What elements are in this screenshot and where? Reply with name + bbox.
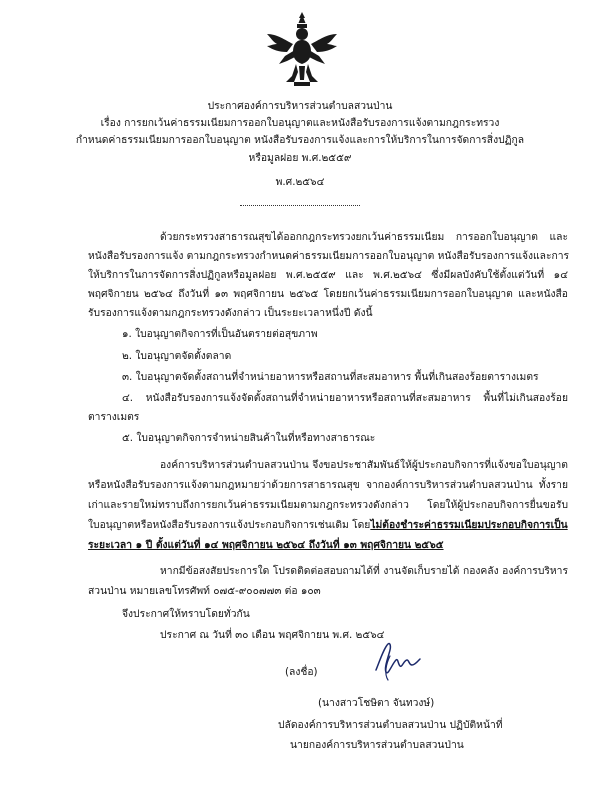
intro-line-1: ด้วยกระทรวงสาธารณสุขได้ออกกฎกระทรวงยกเว้นค่าธรรมเนียม การออกใบอนุญาต และ [160,231,568,243]
signatory-name: (นางสาวโชษิตา จันทวงษ์) [318,697,435,709]
header-subject-line2: กำหนดค่าธรรมเนียมการออกใบอนุญาต หนังสือรับรองการแจ้งและการให้บริการในการจัดการสิ่งปฏิกูล [75,134,525,146]
list-item: ๕. ใบอนุญาตกิจการจำหน่ายสินค้าในที่หรือทางสาธารณะ [122,432,376,444]
para2-line-3: เก่าและรายใหม่ทราบถึงการยกเว้นค่าธรรมเนียมตามกฎกระทรวงดังกล่าว โดยให้ผู้ประกอบกิจการยื่นขอรับ [88,499,568,511]
header-subject: เรื่อง การยกเว้นค่าธรรมเนียมการออกใบอนุญาตและหนังสือรับรองการแจ้งตามกฎกระทรวง [100,117,500,129]
intro-line-5: รับรองการแจ้งตามกฎกระทรวงดังกล่าว เป็นระยะเวลาหนึ่งปี ดังนี้ [88,307,373,319]
list-item: ๓. ใบอนุญาตจัดตั้งสถานที่จำหน่ายอาหารหรือสถานที่สะสมอาหาร พื้นที่เกินสองร้อยตารางเมตร [122,371,539,383]
announcement-date: ประกาศ ณ วันที่ ๓๐ เดือน พฤศจิกายน พ.ศ. ๒๕๖๔ [160,629,385,641]
para2-line-4-text: ใบอนุญาตหรือหนังสือรับรองการแจ้งประกอบกิจการเช่นเดิม โดย [88,519,371,531]
signature-label: (ลงชื่อ) [285,666,318,678]
handwritten-signature-icon [368,636,428,684]
contact-line-2: สวนป่าน หมายเลขโทรศัพท์ ๐๗๕-๙๐๐๗๗๓ ต่อ ๑๐๓ [88,585,321,597]
header-divider [240,205,360,206]
fee-exemption-period: ระยะเวลา ๑ ปี ตั้งแต่วันที่ ๑๔ พฤศจิกายน ๒๕๖๔ ถึงวันที่ ๑๓ พฤศจิกายน ๒๕๖๕ [88,539,444,551]
list-item-continued: ตารางเมตร [88,411,140,423]
list-item: ๒. ใบอนุญาตจัดตั้งตลาด [122,350,232,362]
header-subject-line3: หรือมูลฝอย พ.ศ.๒๕๕๙ [248,152,352,164]
intro-line-4: พฤศจิกายน ๒๕๖๔ ถึงวันที่ ๑๓ พฤศจิกายน ๒๕๖๕ โดยยกเว้นค่าธรรมเนียมการออกใบอนุญาต และหนังสือ [88,288,568,300]
list-item: ๔. หนังสือรับรองการแจ้งจัดตั้งสถานที่จำหน่ายอาหารหรือสถานที่สะสมอาหาร พื้นที่ไม่เกินสองร้อย [122,392,568,404]
fee-exemption-highlight: ไม่ต้องชำระค่าธรรมเนียมประกอบกิจการเป็น [370,519,568,531]
signatory-position: ปลัดองค์การบริหารส่วนตำบลสวนป่าน ปฏิบัติหน้าที่ [278,719,503,731]
signatory-acting-position: นายกองค์การบริหารส่วนตำบลสวนป่าน [290,739,464,751]
header-authority: ประกาศองค์การบริหารส่วนตำบลสวนป่าน [207,100,393,112]
intro-line-2: หนังสือรับรองการแจ้ง ตามกฎกระทรวงกำหนดค่าธรรมเนียมการออกใบอนุญาต หนังสือรับรองการแจ้งและการ [88,250,570,262]
closing-statement: จึงประกาศให้ทราบโดยทั่วกัน [122,608,250,620]
header-year: พ.ศ.๒๕๖๔ [275,176,325,188]
intro-line-3: ให้บริการในการจัดการสิ่งปฏิกูลหรือมูลฝอย พ.ศ.๒๕๕๙ และ พ.ศ.๒๕๖๔ ซึ่งมีผลบังคับใช้ตั้งแต่วันที่ ๑๔ [88,269,568,281]
garuda-emblem-icon [261,10,343,92]
para2-line-1: องค์การบริหารส่วนตำบลสวนป่าน จึงขอประชาสัมพันธ์ให้ผู้ประกอบกิจการที่แจ้งขอใบอนุญาต [160,459,568,471]
para2-line-4 [88,517,568,534]
contact-line-1: หากมีข้อสงสัยประการใด โปรดติดต่อสอบถามได้ที่ งานจัดเก็บรายได้ กองคลัง องค์การบริหาร [160,565,568,577]
para2-line-2: หรือหนังสือรับรองการแจ้งตามกฎหมายว่าด้วยการสาธารณสุข จากองค์การบริหารส่วนตำบลสวนป่าน ทั้งราย [88,479,568,491]
list-item: ๑. ใบอนุญาตกิจการที่เป็นอันตรายต่อสุขภาพ [122,328,318,340]
